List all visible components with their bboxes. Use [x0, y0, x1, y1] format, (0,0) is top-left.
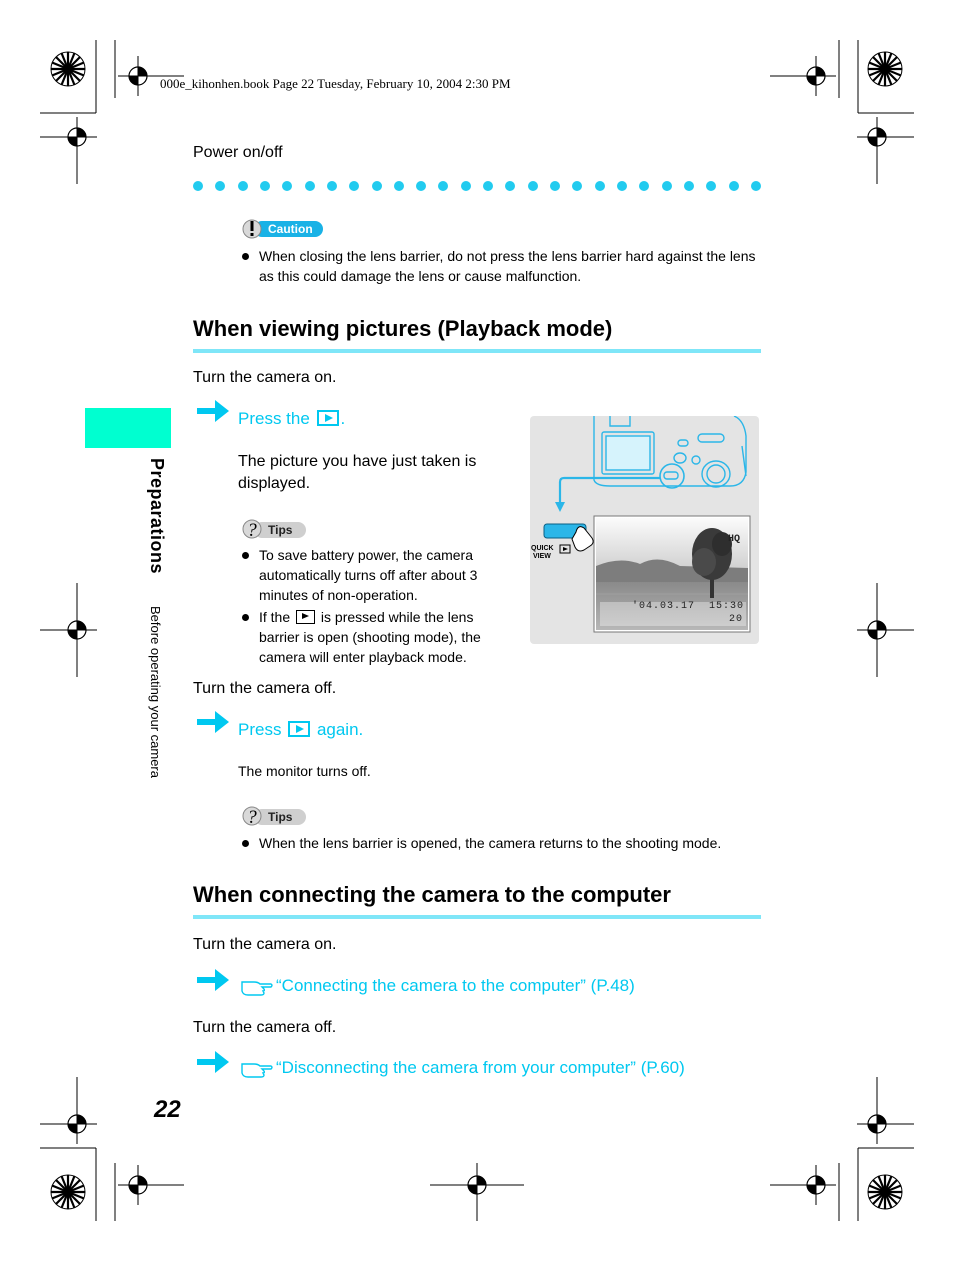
- playback-heading: When viewing pictures (Playback mode): [193, 316, 613, 341]
- dotted-divider: [193, 181, 761, 193]
- turn-off-label: Turn the camera off.: [193, 680, 337, 697]
- computer-heading: When connecting the camera to the computer: [193, 882, 671, 907]
- hq-indicator: HQ: [728, 534, 741, 545]
- tips-label: Tips: [254, 809, 306, 825]
- tips-list: [240, 833, 762, 853]
- step-press-suffix: .: [340, 409, 346, 428]
- tips-badge: [242, 518, 306, 542]
- camera-illustration: [530, 416, 759, 644]
- tips-list: [240, 545, 510, 667]
- caution-badge: [242, 218, 323, 240]
- tips-badge: [242, 805, 306, 829]
- step-press-prefix: Press the: [238, 409, 310, 428]
- step-arrow-icon: [195, 397, 231, 425]
- caution-item: When closing the lens barrier, do not press the lens barrier hard against the lens as this could damage the lens or cause malfunction.: [240, 246, 762, 286]
- caution-list: [240, 246, 762, 286]
- playback-button-icon: [296, 610, 315, 624]
- tips-item: When the lens barrier is opened, the camera returns to the shooting mode.: [240, 833, 762, 853]
- turn-on-label: Turn the camera on.: [193, 936, 337, 953]
- tips-item: To save battery power, the camera automatically turns off after about 3 minutes of non-operation.: [240, 545, 510, 605]
- page-number: 22: [154, 1096, 181, 1123]
- svg-text:?: ?: [247, 807, 257, 828]
- pointing-hand-icon: [240, 978, 274, 996]
- step-press-suffix: again.: [316, 720, 364, 739]
- quick-view-line2: VIEW: [533, 553, 551, 560]
- chapter-title: Preparations: [147, 458, 167, 575]
- heading-rule: [193, 349, 761, 353]
- playback-button-icon: [317, 410, 339, 426]
- step-arrow-icon: [195, 966, 231, 994]
- caution-icon: [242, 218, 262, 240]
- connect-link[interactable]: “Connecting the camera to the computer” (P.48): [276, 976, 635, 995]
- turn-off-label: Turn the camera off.: [193, 1019, 337, 1036]
- step-press-play: [238, 409, 345, 429]
- step-description: The monitor turns off.: [238, 763, 371, 779]
- question-icon: [242, 805, 262, 829]
- tips-label: Tips: [254, 522, 306, 538]
- turn-on-label: Turn the camera on.: [193, 369, 337, 386]
- chapter-tab: [85, 408, 171, 448]
- date-time-readout: '04.03.17 15:30: [632, 601, 745, 612]
- section-label: Power on/off: [193, 144, 283, 161]
- step-arrow-icon: [195, 1048, 231, 1076]
- quick-view-label: [531, 545, 554, 561]
- step-arrow-icon: [195, 708, 231, 736]
- quick-view-line1: QUICK: [531, 545, 554, 552]
- tips-item: [240, 607, 510, 667]
- step-press-prefix: Press: [238, 720, 282, 739]
- tips-item-suffix: is pressed while the lens barrier is open (shooting mode), the camera will enter playback mode.: [259, 609, 481, 665]
- frame-number: 20: [729, 614, 744, 625]
- svg-text:?: ?: [247, 520, 257, 541]
- pointing-hand-icon: [240, 1060, 274, 1078]
- heading-rule: [193, 915, 761, 919]
- question-icon: [242, 518, 262, 542]
- step-press-again: [238, 720, 363, 740]
- chapter-subtitle: Before operating your camera: [148, 606, 163, 778]
- tips-item-prefix: If the: [259, 609, 291, 625]
- caution-label: Caution: [254, 221, 323, 237]
- print-header: 000e_kihonhen.book Page 22 Tuesday, February 10, 2004 2:30 PM: [160, 76, 511, 91]
- disconnect-link[interactable]: “Disconnecting the camera from your computer” (P.60): [276, 1058, 685, 1077]
- playback-button-icon: [288, 721, 310, 737]
- step-description: The picture you have just taken is displayed.: [238, 453, 477, 492]
